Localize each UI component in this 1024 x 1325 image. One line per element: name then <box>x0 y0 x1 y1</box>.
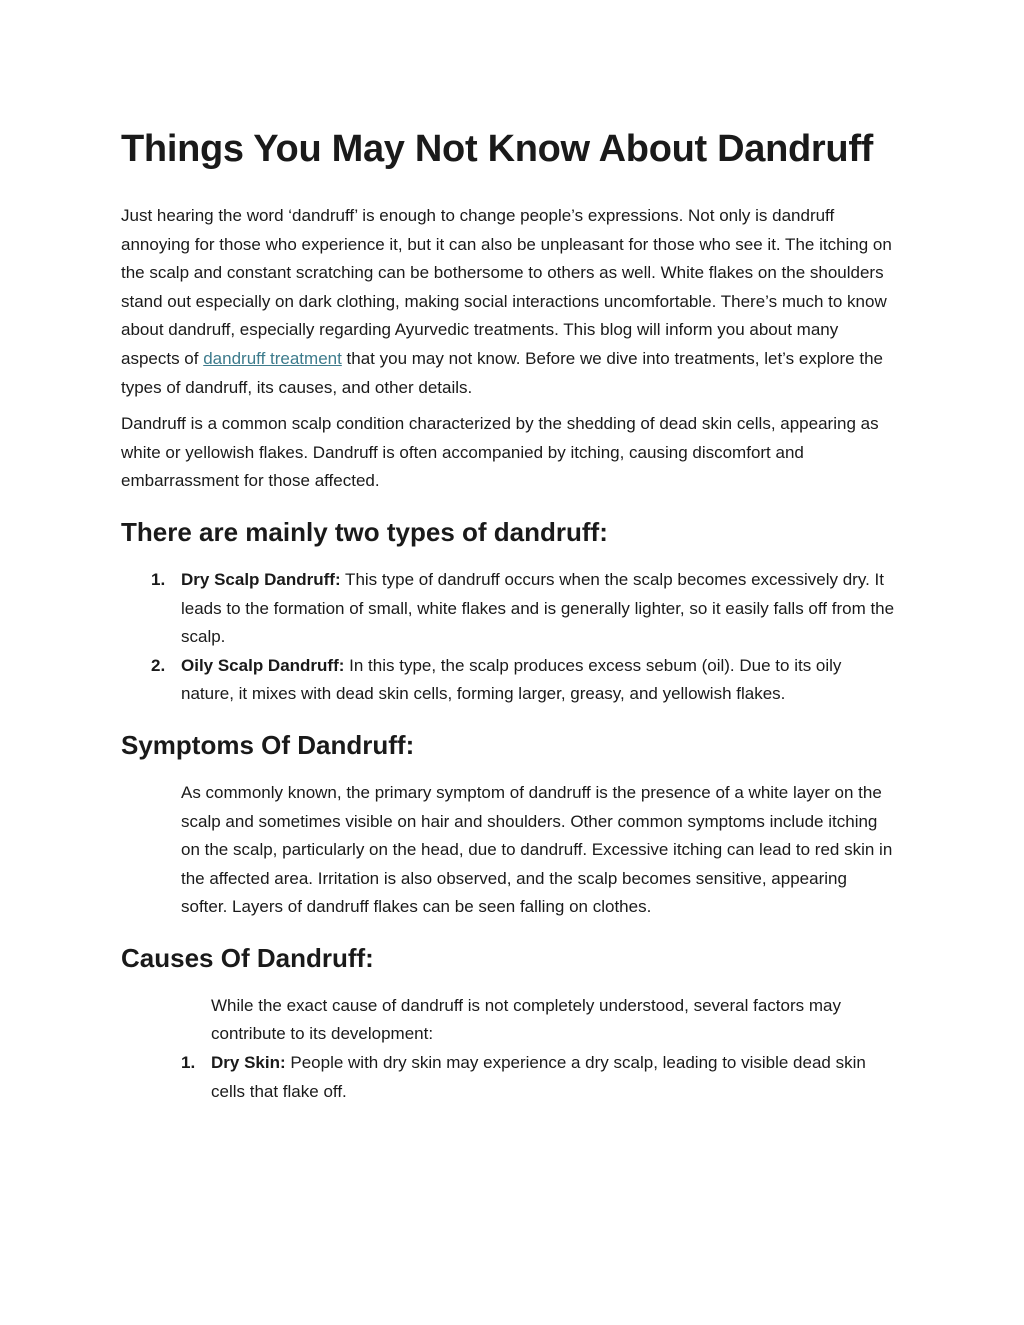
intro-paragraph <box>121 202 897 402</box>
types-list <box>121 566 897 709</box>
list-item-label: Dry Scalp Dandruff: <box>181 569 341 589</box>
list-item-text: This type of dandruff occurs when the scalp becomes excessively dry. It leads to the formation of small, white flakes and is generally lighter, so it easily falls off from the scalp. <box>181 569 895 647</box>
types-heading: There are mainly two types of dandruff: <box>121 516 608 547</box>
symptoms-heading: Symptoms Of Dandruff: <box>121 729 415 760</box>
document-page <box>121 120 897 1112</box>
dandruff-treatment-link[interactable]: dandruff treatment <box>203 348 342 368</box>
page-title: Things You May Not Know About Dandruff <box>121 128 874 170</box>
list-item <box>121 1049 897 1106</box>
list-item-text: In this type, the scalp produces excess sebum (oil). Due to its oily nature, it mixes with dead skin cells, forming larger, greasy, and yellowish flakes. <box>181 655 842 704</box>
list-item-text: People with dry skin may experience a dry scalp, leading to visible dead skin cells that flake off. <box>211 1053 866 1101</box>
intro-text-part2: that you may not know. Before we dive into treatments, let’s explore the types of dandruff, its causes, and other details. <box>121 348 883 397</box>
list-item <box>121 566 897 652</box>
list-item-label: Oily Scalp Dandruff: <box>181 655 345 675</box>
causes-intro-paragraph: While the exact cause of dandruff is not completely understood, several factors may contribute to its development: <box>211 995 841 1044</box>
list-item-number: 1. <box>181 1053 196 1073</box>
intro-text-part1: Just hearing the word ‘dandruff’ is enough to change people’s expressions. Not only is dandruff annoying for those who experience it, but it can also be unpleasant for those who see it. The itching on the scalp and constant scratching can be bothersome to others as well. White flakes on the shoulders stand out especially on dark clothing, making social interactions uncomfortable. There’s much to know about dandruff, especially regarding Ayurvedic treatments. This blog will inform you about many aspects of <box>121 206 892 368</box>
list-item <box>121 652 897 709</box>
list-item-number: 1. <box>151 569 166 589</box>
causes-heading: Causes Of Dandruff: <box>121 942 374 973</box>
list-item-number: 2. <box>151 655 166 675</box>
definition-paragraph: Dandruff is a common scalp condition characterized by the shedding of dead skin cells, appearing as white or yellowish flakes. Dandruff is often accompanied by itching, causing discomfort and embarrassment for those affected. <box>121 414 879 491</box>
causes-list <box>121 1049 897 1106</box>
list-item-label: Dry Skin: <box>211 1053 286 1073</box>
symptoms-paragraph: As commonly known, the primary symptom of dandruff is the presence of a white layer on the scalp and sometimes visible on hair and shoulders. Other common symptoms include itching on the scalp, particularly on the head, due to dandruff. Excessive itching can lead to red skin in the affected area. Irritation is also observed, and the scalp becomes sensitive, appearing softer. Layers of dandruff flakes can be seen falling on clothes. <box>181 782 893 917</box>
